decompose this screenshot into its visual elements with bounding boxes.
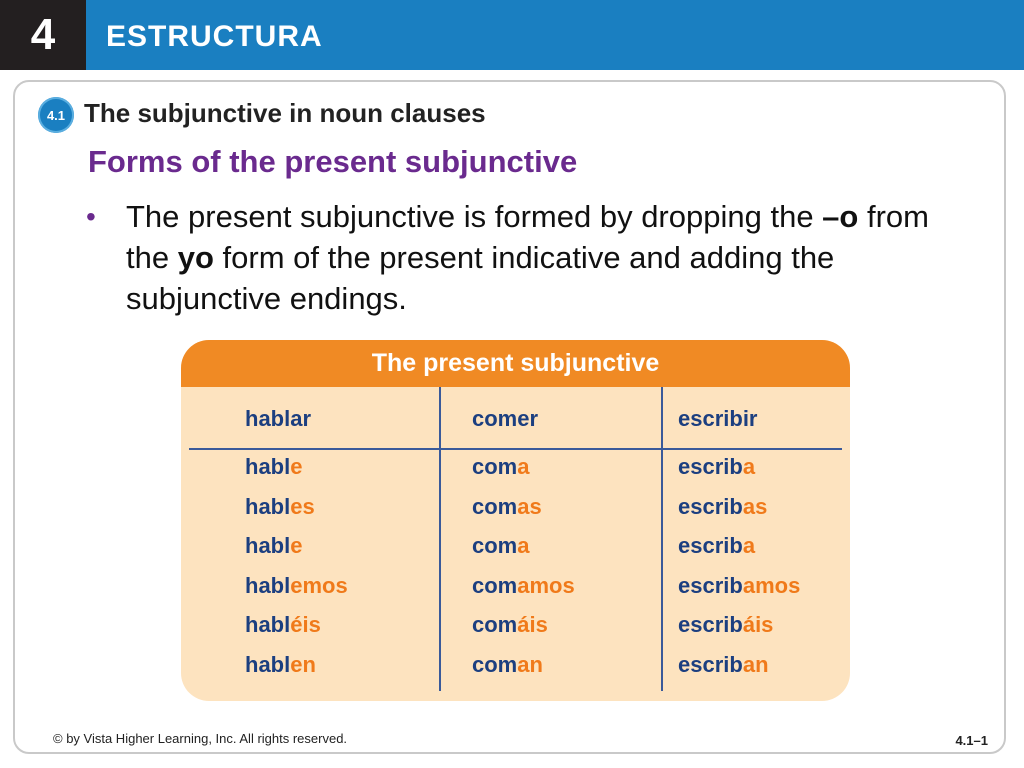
verb-stem: escrib: [678, 651, 743, 677]
verb-stem: habl: [245, 454, 291, 479]
verb-ending: es: [290, 493, 315, 519]
verb-ending: a: [742, 454, 756, 479]
conjugation-cell: [472, 652, 543, 678]
verb-stem: com: [472, 493, 518, 519]
conjugation-cell: [678, 454, 755, 480]
verb-ending: amos: [517, 572, 575, 598]
bullet-bold-ending: –o: [822, 199, 859, 234]
copyright-notice: © by Vista Higher Learning, Inc. All rights reserved.: [53, 731, 348, 746]
column-header-comer: comer: [472, 406, 539, 431]
column-divider: [439, 387, 441, 691]
bullet-icon: •: [86, 201, 96, 232]
conjugation-cell: [678, 573, 800, 599]
slide-number: 4.1–1: [955, 733, 988, 748]
verb-stem: escrib: [678, 493, 743, 519]
verb-stem: com: [472, 572, 518, 598]
verb-ending: as: [517, 493, 542, 519]
verb-ending: as: [742, 493, 768, 519]
section-badge: 4.1: [38, 97, 74, 133]
verb-stem: escrib: [678, 612, 743, 637]
verb-stem: escrib: [678, 533, 743, 558]
conjugation-cell: [472, 533, 530, 559]
conjugation-cell: [678, 652, 769, 678]
table-title: The present subjunctive: [181, 340, 850, 387]
conjugation-table: [181, 340, 850, 701]
verb-ending: amos: [742, 572, 801, 598]
conjugation-cell: [472, 612, 548, 638]
verb-ending: an: [517, 651, 543, 677]
verb-ending: e: [290, 533, 303, 558]
conjugation-cell: [245, 573, 348, 599]
conjugation-cell: [245, 533, 302, 559]
verb-ending: áis: [742, 612, 774, 637]
slide-heading: Forms of the present subjunctive: [88, 144, 578, 179]
verb-stem: com: [472, 651, 518, 677]
verb-stem: com: [472, 533, 518, 558]
bullet-text-part: from the: [126, 199, 929, 275]
chapter-title: ESTRUCTURA: [106, 20, 323, 53]
verb-stem: com: [472, 612, 518, 637]
column-divider: [661, 387, 663, 691]
verb-stem: habl: [245, 651, 291, 677]
verb-stem: habl: [245, 612, 291, 637]
verb-stem: habl: [245, 572, 291, 598]
conjugation-cell: [245, 612, 321, 638]
section-title: The subjunctive in noun clauses: [84, 98, 486, 128]
verb-stem: escrib: [678, 454, 743, 479]
conjugation-cell: [472, 573, 575, 599]
verb-stem: escrib: [678, 572, 743, 598]
conjugation-cell: [472, 454, 530, 480]
chapter-number: 4: [0, 0, 86, 70]
conjugation-cell: [472, 494, 542, 520]
bullet-bold-yo: yo: [177, 240, 214, 275]
verb-ending: a: [517, 454, 530, 479]
verb-ending: éis: [290, 612, 321, 637]
conjugation-cell: [678, 612, 773, 638]
bullet-text: [126, 196, 956, 319]
column-header-hablar: hablar: [245, 406, 312, 431]
verb-ending: emos: [290, 572, 348, 598]
conjugation-cell: [678, 533, 755, 559]
verb-stem: habl: [245, 533, 291, 558]
conjugation-cell: [245, 454, 302, 480]
conjugation-cell: [678, 494, 767, 520]
column-header-escribir: escribir: [678, 406, 758, 431]
verb-ending: a: [742, 533, 756, 558]
verb-stem: habl: [245, 493, 291, 519]
bullet-text-part: The present subjunctive is formed by dropping the: [126, 199, 823, 234]
bullet-text-part: form of the present indicative and adding the subjunctive endings.: [126, 240, 835, 316]
verb-ending: en: [290, 651, 316, 677]
verb-stem: com: [472, 454, 518, 479]
conjugation-cell: [245, 494, 315, 520]
conjugation-cell: [245, 652, 316, 678]
verb-ending: an: [742, 651, 769, 677]
verb-ending: a: [517, 533, 530, 558]
verb-ending: e: [290, 454, 303, 479]
header-rule: [189, 448, 842, 450]
verb-ending: áis: [517, 612, 548, 637]
